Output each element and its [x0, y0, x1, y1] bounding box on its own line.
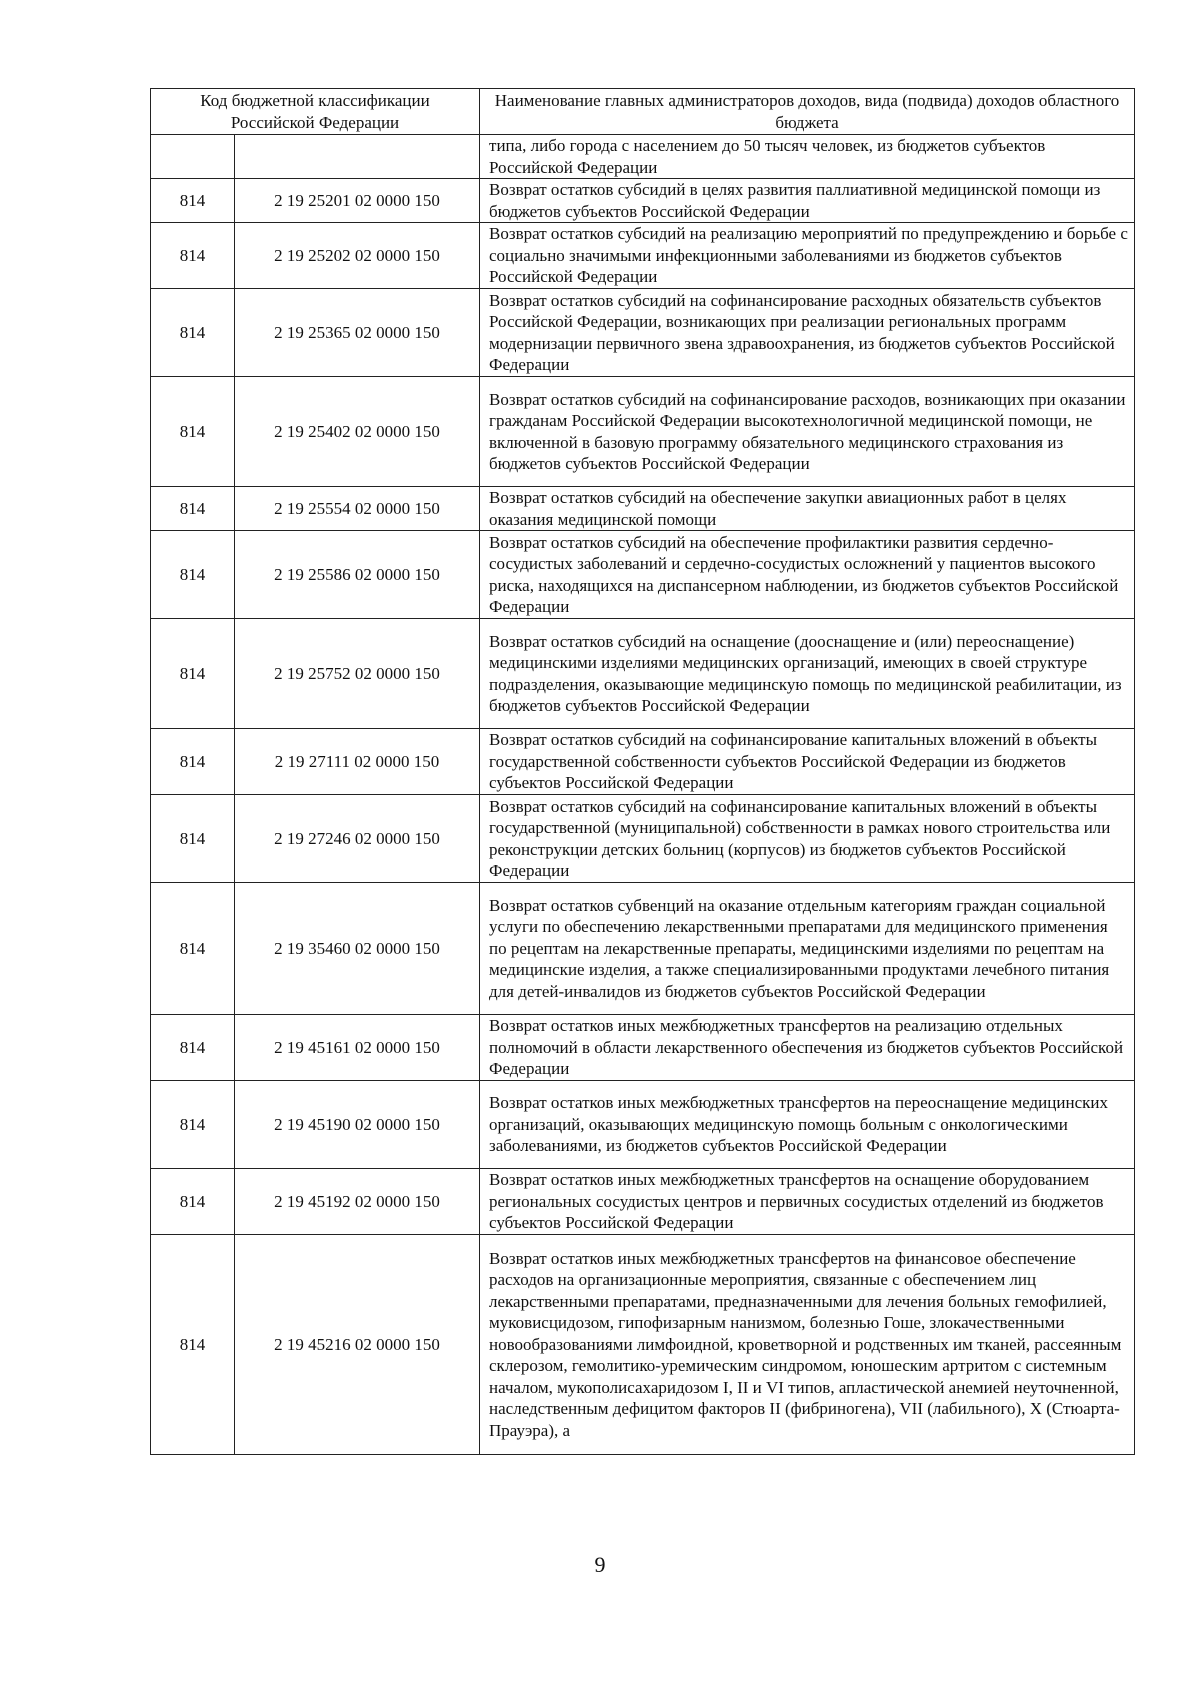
table-row	[151, 619, 1135, 729]
classification-code-cell: 2 19 27111 02 0000 150	[235, 729, 480, 795]
table-row	[151, 487, 1135, 531]
table-row	[151, 795, 1135, 883]
org-code-cell: 814	[151, 883, 235, 1015]
org-code-cell: 814	[151, 487, 235, 531]
org-code-cell: 814	[151, 223, 235, 289]
classification-code-cell	[235, 135, 480, 179]
classification-code-cell: 2 19 25201 02 0000 150	[235, 179, 480, 223]
org-code-cell: 814	[151, 531, 235, 619]
table-row	[151, 531, 1135, 619]
budget-classification-table	[150, 88, 1135, 1455]
revenue-name-cell: Возврат остатков субсидий на обеспечение профилактики развития сердечно-сосудистых заболеваний и сердечно-сосудистых осложнений у пациентов высокого риска, находящихся на диспансерном наблюдении, из бюджетов субъектов Российской Федерации	[480, 531, 1135, 619]
table-row	[151, 1235, 1135, 1455]
classification-code-cell: 2 19 45216 02 0000 150	[235, 1235, 480, 1455]
org-code-cell	[151, 135, 235, 179]
revenue-name-cell: Возврат остатков субсидий на обеспечение закупки авиационных работ в целях оказания медицинской помощи	[480, 487, 1135, 531]
classification-code-cell: 2 19 27246 02 0000 150	[235, 795, 480, 883]
classification-code-cell: 2 19 45190 02 0000 150	[235, 1081, 480, 1169]
org-code-cell: 814	[151, 795, 235, 883]
revenue-name-cell: Возврат остатков субсидий на софинансирование капитальных вложений в объекты государственной собственности субъектов Российской Федерации из бюджетов субъектов Российской Федерации	[480, 729, 1135, 795]
org-code-cell: 814	[151, 729, 235, 795]
revenue-name-cell: Возврат остатков субсидий на оснащение (дооснащение и (или) переоснащение) медицинскими изделиями медицинских организаций, имеющих в своей структуре подразделения, оказывающие медицинскую помощь по медицинской реабилитации, из бюджетов субъектов Российской Федерации	[480, 619, 1135, 729]
revenue-name-cell: Возврат остатков субсидий на софинансирование расходов, возникающих при оказании гражданам Российской Федерации высокотехнологичной медицинской помощи, не включенной в базовую программу обязательного медицинского страхования из бюджетов субъектов Российской Федерации	[480, 377, 1135, 487]
table-row	[151, 1169, 1135, 1235]
revenue-name-cell: Возврат остатков субсидий на софинансирование расходных обязательств субъектов Российской Федерации, возникающих при реализации региональных программ модернизации первичного звена здравоохранения, из бюджетов субъектов Российской Федерации	[480, 289, 1135, 377]
org-code-cell: 814	[151, 179, 235, 223]
table-row	[151, 377, 1135, 487]
table-row	[151, 729, 1135, 795]
org-code-cell: 814	[151, 1081, 235, 1169]
table-header-row	[151, 89, 1135, 135]
table-row	[151, 1081, 1135, 1169]
table-row	[151, 883, 1135, 1015]
classification-code-cell: 2 19 45192 02 0000 150	[235, 1169, 480, 1235]
revenue-name-cell: Возврат остатков субвенций на оказание отдельным категориям граждан социальной услуги по обеспечению лекарственными препаратами для медицинского применения по рецептам на лекарственные препараты, медицинскими изделиями по рецептам на медицинские изделия, а также специализированными продуктами лечебного питания для детей-инвалидов из бюджетов субъектов Российской Федерации	[480, 883, 1135, 1015]
table-row	[151, 1015, 1135, 1081]
org-code-cell: 814	[151, 619, 235, 729]
classification-code-cell: 2 19 25554 02 0000 150	[235, 487, 480, 531]
revenue-name-cell: Возврат остатков субсидий на реализацию мероприятий по предупреждению и борьбе с социально значимыми инфекционными заболеваниями из бюджетов субъектов Российской Федерации	[480, 223, 1135, 289]
table-row	[151, 289, 1135, 377]
classification-code-cell: 2 19 25202 02 0000 150	[235, 223, 480, 289]
table-row	[151, 179, 1135, 223]
table-row	[151, 223, 1135, 289]
classification-code-cell: 2 19 45161 02 0000 150	[235, 1015, 480, 1081]
document-page	[150, 88, 1134, 1455]
classification-code-cell: 2 19 25365 02 0000 150	[235, 289, 480, 377]
revenue-name-cell: типа, либо города с населением до 50 тысяч человек, из бюджетов субъектов Российской Федерации	[480, 135, 1135, 179]
revenue-name-cell: Возврат остатков иных межбюджетных трансфертов на оснащение оборудованием региональных сосудистых центров и первичных сосудистых отделений из бюджетов субъектов Российской Федерации	[480, 1169, 1135, 1235]
header-name-cell: Наименование главных администраторов доходов, вида (подвида) доходов областного бюджета	[480, 89, 1135, 135]
revenue-name-cell: Возврат остатков субсидий в целях развития паллиативной медицинской помощи из бюджетов субъектов Российской Федерации	[480, 179, 1135, 223]
table-row	[151, 135, 1135, 179]
org-code-cell: 814	[151, 1169, 235, 1235]
classification-code-cell: 2 19 25752 02 0000 150	[235, 619, 480, 729]
revenue-name-cell: Возврат остатков субсидий на софинансирование капитальных вложений в объекты государственной (муниципальной) собственности в рамках нового строительства или реконструкции детских больниц (корпусов) из бюджетов субъектов Российской Федерации	[480, 795, 1135, 883]
org-code-cell: 814	[151, 289, 235, 377]
classification-code-cell: 2 19 35460 02 0000 150	[235, 883, 480, 1015]
header-code-cell: Код бюджетной классификации Российской Федерации	[151, 89, 480, 135]
revenue-name-cell: Возврат остатков иных межбюджетных трансфертов на финансовое обеспечение расходов на организационные мероприятия, связанные с обеспечением лиц лекарственными препаратами, предназначенными для лечения больных гемофилией, муковисцидозом, гипофизарным нанизмом, болезнью Гоше, злокачественными новообразованиями лимфоидной, кроветворной и родственных им тканей, рассеянным склерозом, гемолитико-уремическим синдромом, юношеским артритом с системным началом, мукополисахаридозом I, II и VI типов, апластической анемией неуточненной, наследственным дефицитом факторов II (фибриногена), VII (лабильного), X (Стюарта-Прауэра), а	[480, 1235, 1135, 1455]
classification-code-cell: 2 19 25402 02 0000 150	[235, 377, 480, 487]
org-code-cell: 814	[151, 1015, 235, 1081]
org-code-cell: 814	[151, 377, 235, 487]
org-code-cell: 814	[151, 1235, 235, 1455]
classification-code-cell: 2 19 25586 02 0000 150	[235, 531, 480, 619]
revenue-name-cell: Возврат остатков иных межбюджетных трансфертов на переоснащение медицинских организаций, оказывающих медицинскую помощь больным с онкологическими заболеваниями, из бюджетов субъектов Российской Федерации	[480, 1081, 1135, 1169]
page-number: 9	[594, 1552, 606, 1577]
revenue-name-cell: Возврат остатков иных межбюджетных трансфертов на реализацию отдельных полномочий в области лекарственного обеспечения из бюджетов субъектов Российской Федерации	[480, 1015, 1135, 1081]
